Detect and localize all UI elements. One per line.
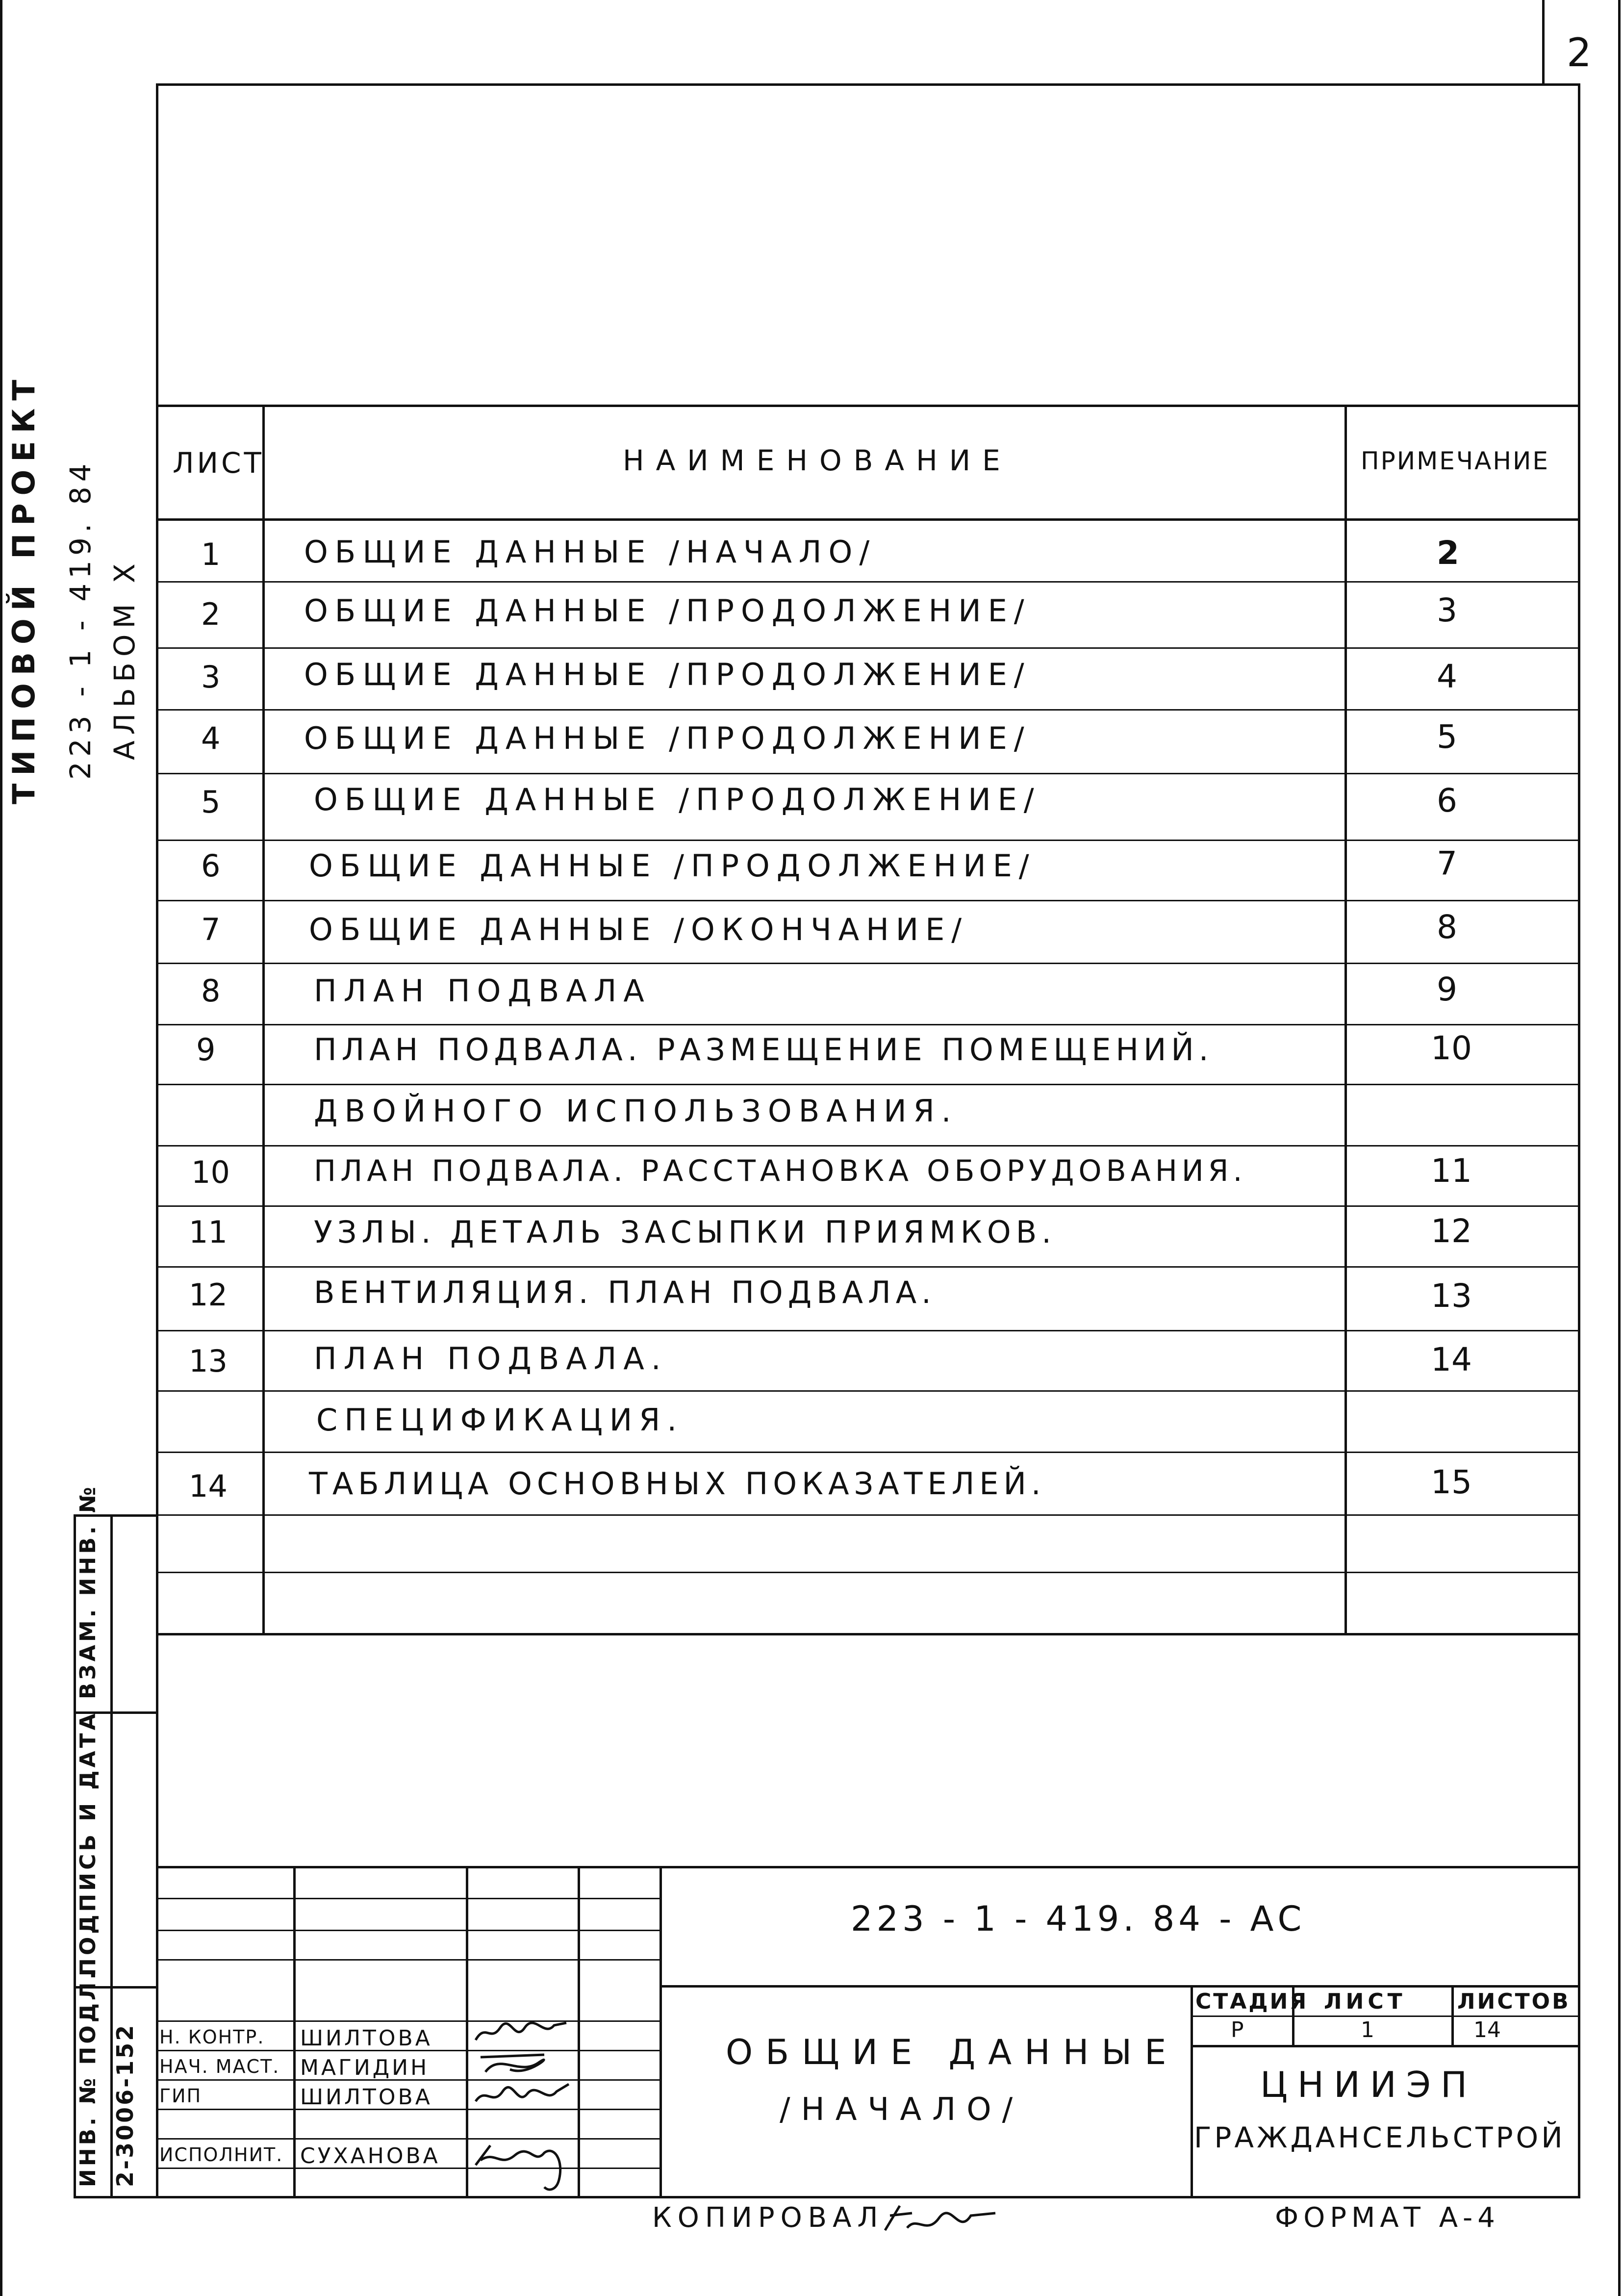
row-line-7	[156, 963, 1580, 964]
row-4-sheet: 4	[201, 720, 221, 756]
row-1-sheet: 1	[201, 536, 221, 572]
signature-1	[471, 2018, 574, 2047]
row-line-8	[156, 1024, 1580, 1025]
side-title-line3: АЛЬБОМ X	[108, 558, 141, 760]
row-line-16	[156, 1514, 1580, 1516]
side-title-line1: ТИПОВОЙ ПРОЕКТ	[6, 372, 42, 804]
row-line-10	[156, 1145, 1580, 1147]
tb-role-3: ГИП	[159, 2085, 202, 2107]
tb-name-3: ШИЛТОВА	[300, 2085, 432, 2110]
page-frame-left	[0, 0, 2, 2296]
tb-stage-div2	[1451, 1985, 1454, 2045]
tb-mid	[659, 1985, 1580, 1988]
tb-sheet-value: 1	[1361, 2017, 1374, 2042]
row-8-note: 9	[1437, 970, 1457, 1008]
row-1-note: 2	[1437, 534, 1459, 572]
row-line-4	[156, 773, 1580, 774]
left-strip-podpis-data: ПОДПИСЬ И ДАТА	[76, 1710, 101, 1976]
tb-row-3	[156, 1959, 661, 1961]
row-line-1	[156, 581, 1580, 583]
row-1-name: ОБЩИЕ ДАННЫЕ /НАЧАЛО/	[304, 534, 877, 570]
table-col-sheet-divider	[262, 405, 265, 1634]
tb-name-2: МАГИДИН	[300, 2055, 430, 2080]
tb-top	[156, 1866, 1580, 1868]
footer-copied: КОПИРОВАЛ	[652, 2202, 884, 2234]
row-12-sheet: 12	[189, 1277, 228, 1313]
tb-row-4	[156, 2020, 661, 2022]
signature-4	[471, 2141, 583, 2194]
table-header-bottom	[156, 518, 1580, 521]
page-frame-right	[1618, 0, 1621, 2296]
row-8-sheet: 8	[201, 973, 221, 1009]
row-14-note: 15	[1431, 1463, 1472, 1501]
frame-top	[156, 83, 1580, 86]
tb-role-4: ИСПОЛНИТ.	[159, 2144, 283, 2166]
row-13-sheet: 13	[189, 1343, 228, 1379]
tb-stage-value: Р	[1231, 2017, 1244, 2042]
tb-org-2: ГРАЖДАНСЕЛЬСТРОЙ	[1194, 2121, 1566, 2154]
row-line-11	[156, 1205, 1580, 1207]
row-6-sheet: 6	[201, 848, 221, 884]
table-top	[156, 405, 1580, 407]
row-line-6	[156, 900, 1580, 901]
row-14-sheet: 14	[189, 1468, 228, 1504]
tb-col-sign	[466, 1866, 468, 2198]
row-14-name: ТАБЛИЦА ОСНОВНЫХ ПОКАЗАТЕЛЕЙ.	[309, 1466, 1046, 1502]
row-line-14	[156, 1390, 1580, 1392]
tb-doc-title-2: /НАЧАЛО/	[780, 2092, 1024, 2128]
row-13b-name: СПЕЦИФИКАЦИЯ.	[316, 1402, 684, 1438]
row-4-name: ОБЩИЕ ДАННЫЕ /ПРОДОЛЖЕНИЕ/	[304, 720, 1031, 756]
tb-row-2	[156, 1930, 661, 1931]
row-7-name: ОБЩИЕ ДАННЫЕ /ОКОНЧАНИЕ/	[309, 912, 969, 947]
tb-role-2: НАЧ. МАСТ.	[159, 2056, 280, 2077]
row-line-3	[156, 709, 1580, 711]
tb-sheets-label: ЛИСТОВ	[1457, 1989, 1571, 2014]
row-line-9	[156, 1084, 1580, 1085]
tb-row-1	[156, 1898, 661, 1899]
header-name: НАИМЕНОВАНИЕ	[623, 444, 1012, 477]
row-13-note: 14	[1431, 1341, 1472, 1378]
row-12-note: 13	[1431, 1277, 1472, 1315]
tb-name-4: СУХАНОВА	[300, 2143, 440, 2168]
tb-divider-main	[659, 1866, 662, 2198]
tb-stage-row1	[1191, 2015, 1580, 2017]
tb-doc-title-1: ОБЩИЕ ДАННЫЕ	[726, 2032, 1179, 2072]
row-line-17	[156, 1572, 1580, 1573]
row-7-note: 8	[1437, 908, 1457, 946]
row-9-name: ПЛАН ПОДВАЛА. РАЗМЕЩЕНИЕ ПОМЕЩЕНИЙ.	[314, 1032, 1214, 1068]
page-number-box-left	[1542, 0, 1545, 86]
row-6-note: 7	[1437, 844, 1457, 882]
row-11-note: 12	[1431, 1212, 1472, 1250]
row-9-sheet: 9	[196, 1032, 216, 1068]
left-strip-inv-vzam: ВЗАМ. ИНВ. №	[76, 1484, 101, 1699]
tb-role-1: Н. КОНТР.	[159, 2026, 265, 2048]
row-line-12	[156, 1266, 1580, 1268]
row-3-note: 4	[1437, 658, 1457, 695]
row-9-note: 10	[1431, 1029, 1472, 1067]
frame-right	[1578, 83, 1580, 2198]
tb-name-1: ШИЛТОВА	[300, 2026, 432, 2051]
tb-sheet-label: ЛИСТ	[1324, 1989, 1406, 2014]
row-3-name: ОБЩИЕ ДАННЫЕ /ПРОДОЛЖЕНИЕ/	[304, 657, 1031, 692]
copier-signature	[878, 2196, 1005, 2245]
signature-3	[471, 2082, 574, 2111]
tb-sheets-value: 14	[1473, 2017, 1501, 2042]
tb-stage-row2	[1191, 2045, 1580, 2047]
header-note: ПРИМЕЧАНИЕ	[1361, 447, 1549, 475]
row-4-note: 5	[1437, 718, 1457, 756]
tb-col-name	[293, 1866, 296, 2198]
tb-row-8	[156, 2138, 661, 2140]
row-12-name: ВЕНТИЛЯЦИЯ. ПЛАН ПОДВАЛА.	[314, 1275, 936, 1310]
row-13-name: ПЛАН ПОДВАЛА.	[314, 1341, 668, 1377]
row-9b-name: ДВОЙНОГО ИСПОЛЬЗОВАНИЯ.	[314, 1093, 958, 1129]
row-5-name: ОБЩИЕ ДАННЫЕ /ПРОДОЛЖЕНИЕ/	[314, 782, 1041, 817]
row-2-note: 3	[1437, 591, 1457, 629]
tb-stage-label: СТАДИЯ	[1195, 1989, 1309, 2014]
row-line-13	[156, 1330, 1580, 1331]
footer-format: ФОРМАТ А-4	[1275, 2202, 1500, 2234]
row-10-sheet: 10	[191, 1154, 230, 1190]
row-line-5	[156, 840, 1580, 841]
left-strip-inv-number: 2-3006-152	[112, 2023, 138, 2187]
signature-2	[471, 2050, 574, 2079]
frame-bottom	[74, 2196, 1580, 2198]
table-col-note-divider	[1344, 405, 1347, 1634]
row-6-name: ОБЩИЕ ДАННЫЕ /ПРОДОЛЖЕНИЕ/	[309, 848, 1036, 884]
tb-org-1: ЦНИИЭП	[1260, 2064, 1477, 2105]
row-5-note: 6	[1437, 782, 1457, 819]
side-title-line2: 223 - 1 - 419. 84	[64, 459, 97, 780]
row-11-sheet: 11	[189, 1214, 228, 1250]
row-10-note: 11	[1431, 1152, 1472, 1190]
tb-stage-left	[1191, 1985, 1193, 2198]
table-bottom	[156, 1633, 1580, 1635]
row-7-sheet: 7	[201, 912, 221, 947]
tb-code: 223 - 1 - 419. 84 - АС	[851, 1899, 1306, 1939]
row-10-name: ПЛАН ПОДВАЛА. РАССТАНОВКА ОБОРУДОВАНИЯ.	[314, 1154, 1247, 1188]
row-2-sheet: 2	[201, 596, 221, 632]
row-2-name: ОБЩИЕ ДАННЫЕ /ПРОДОЛЖЕНИЕ/	[304, 593, 1031, 629]
row-line-15	[156, 1452, 1580, 1453]
row-3-sheet: 3	[201, 659, 221, 695]
row-5-sheet: 5	[201, 784, 221, 820]
row-8-name: ПЛАН ПОДВАЛА	[314, 973, 651, 1009]
page-number: 2	[1567, 30, 1592, 76]
header-sheet: ЛИСТ	[173, 446, 264, 480]
row-line-2	[156, 647, 1580, 649]
frame-left	[156, 83, 158, 2198]
left-strip-inv-podl: ИНВ. № ПОДЛ.	[76, 1968, 101, 2187]
row-11-name: УЗЛЫ. ДЕТАЛЬ ЗАСЫПКИ ПРИЯМКОВ.	[314, 1214, 1056, 1250]
